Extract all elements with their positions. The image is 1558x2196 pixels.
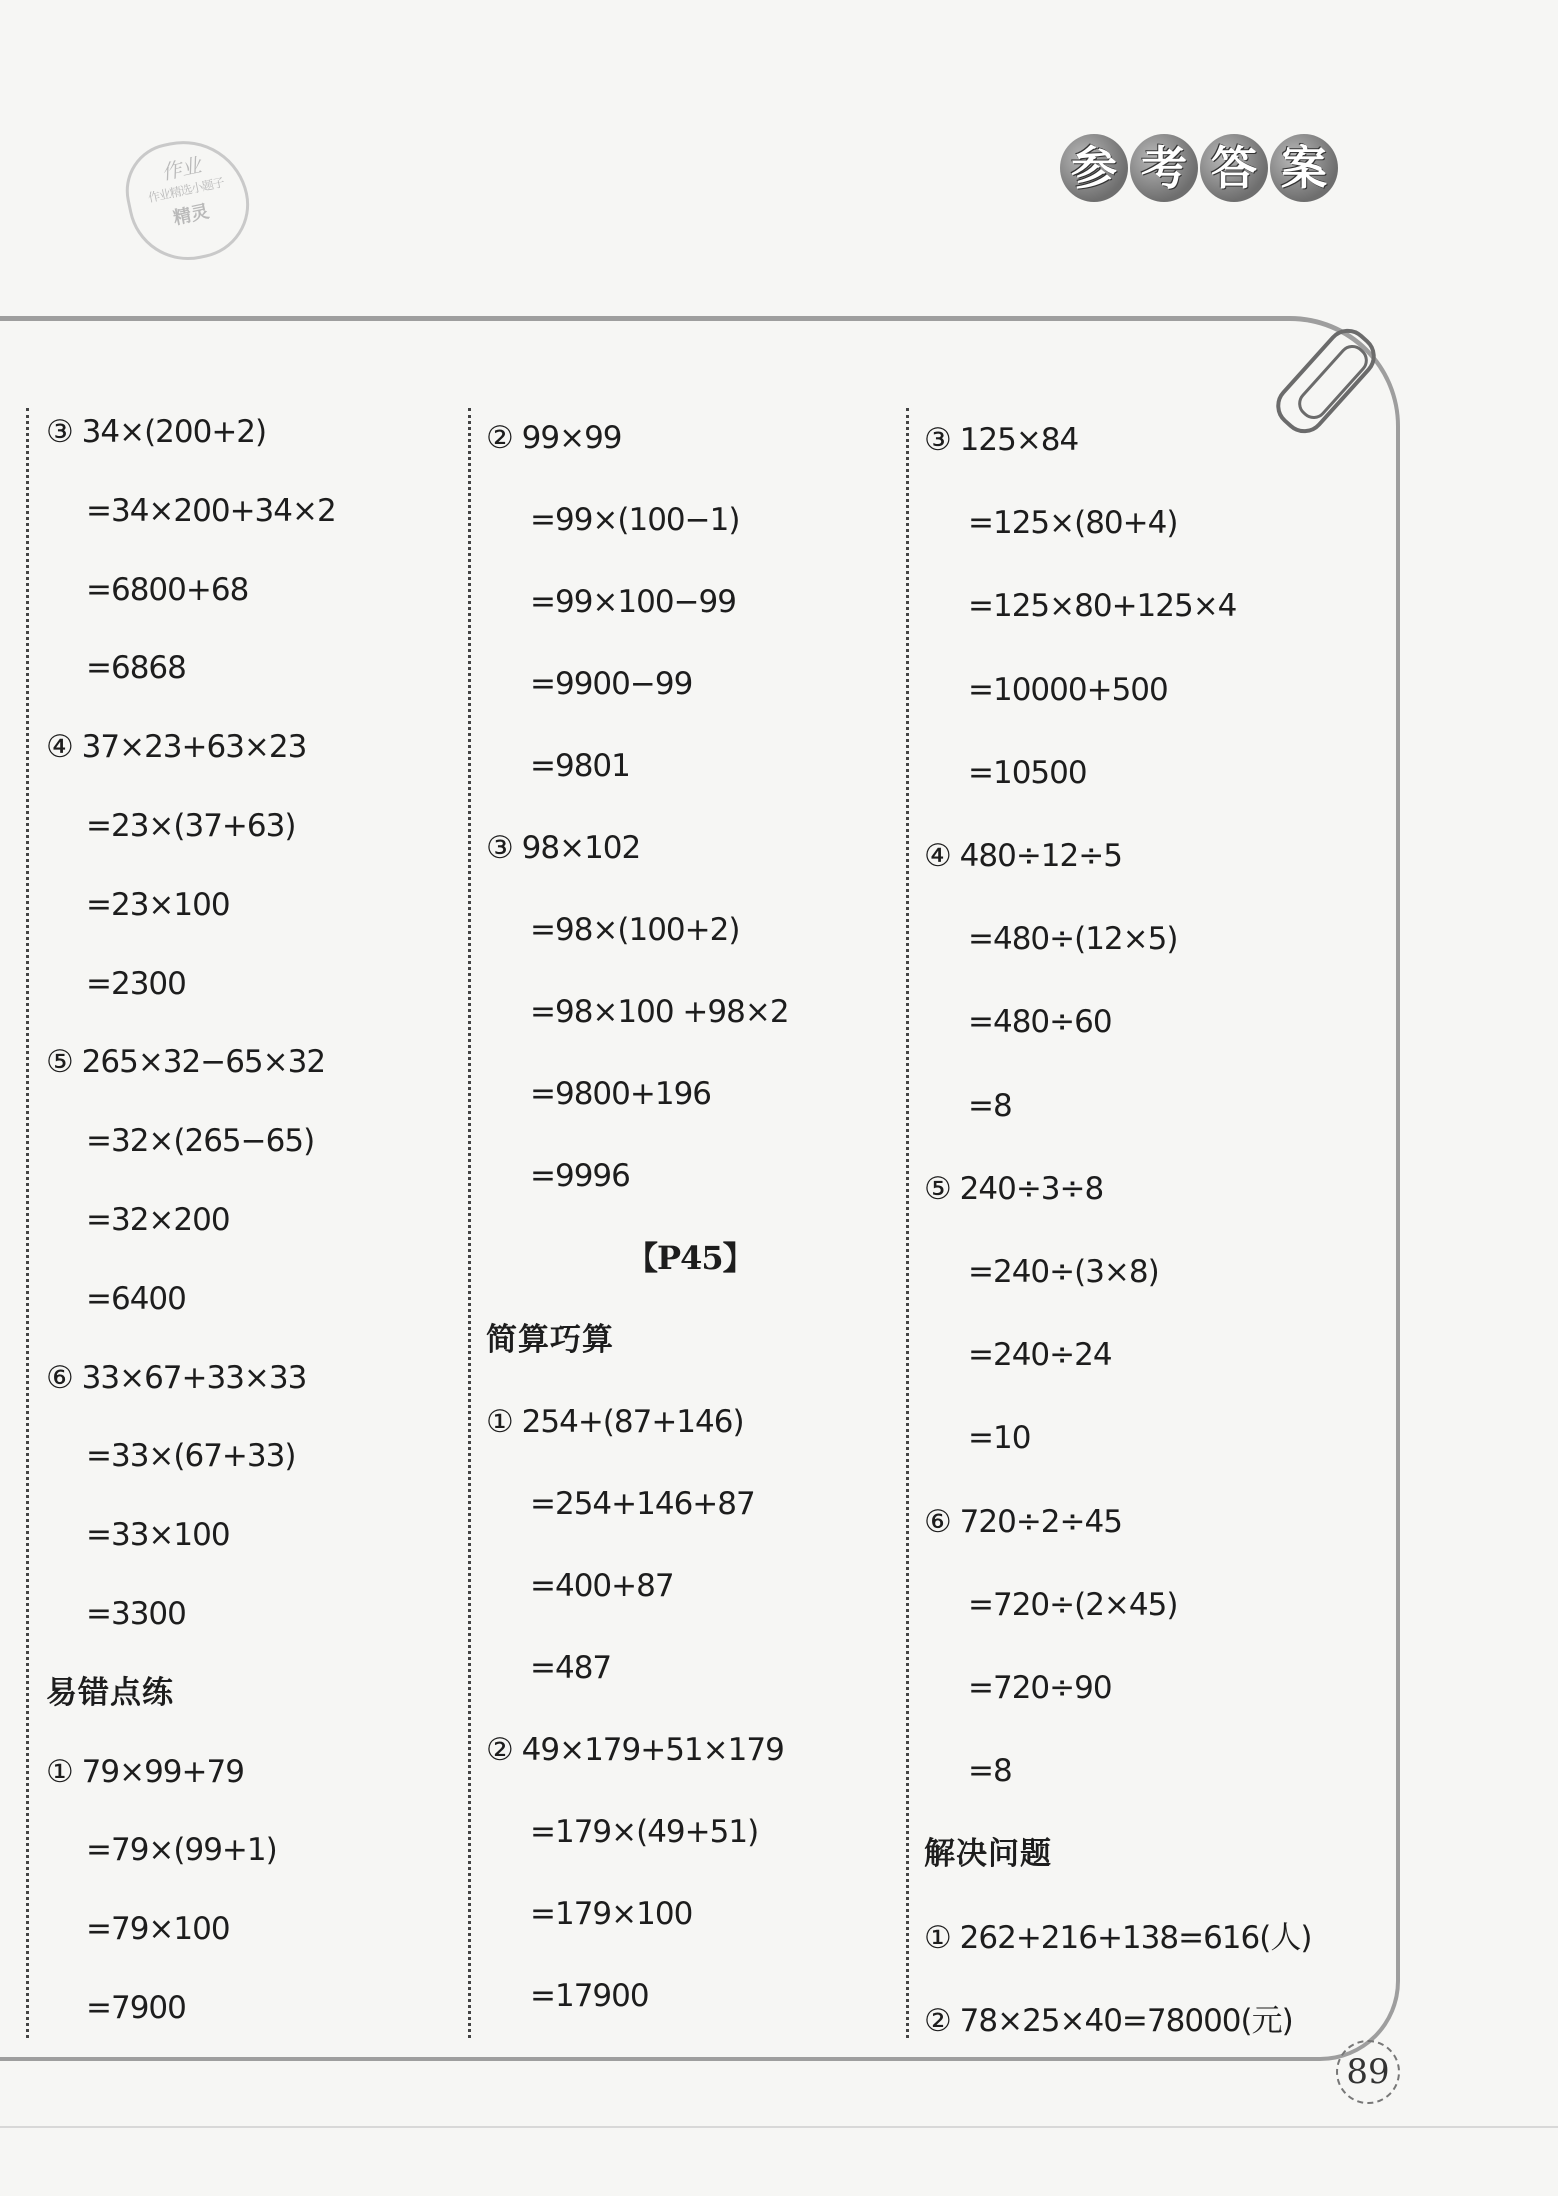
column-divider [906, 408, 909, 2038]
solution-step: =34×200+34×2 [86, 492, 336, 529]
bottom-rule [0, 2126, 1558, 2128]
solution-step: =99×(100−1) [530, 502, 740, 538]
solution-step: =17900 [530, 1978, 649, 2014]
problem-line: ③ 125×84 [924, 422, 1079, 458]
solution-step: =23×(37+63) [86, 808, 296, 844]
solution-step: =9801 [530, 748, 630, 784]
solution-step: =3300 [86, 1596, 186, 1632]
solution-step: =8 [968, 1753, 1012, 1790]
solution-step: =400+87 [530, 1568, 674, 1604]
solution-step: =720÷90 [968, 1670, 1112, 1706]
banner-char: 考 [1130, 134, 1198, 202]
solution-step: =480÷(12×5) [968, 921, 1178, 958]
problem-line: ③ 34×(200+2) [46, 414, 267, 450]
solution-step: =2300 [86, 965, 186, 1002]
solution-step: =10500 [968, 754, 1087, 791]
solution-step: =98×(100+2) [530, 912, 740, 948]
problem-line: ⑤ 240÷3÷8 [924, 1170, 1104, 1207]
column-divider [26, 408, 29, 2038]
problem-line: ① 79×99+79 [46, 1753, 244, 1790]
stamp-line-1: 作业 [159, 152, 204, 185]
solution-step: =480÷60 [968, 1004, 1112, 1041]
solution-step: =125×(80+4) [968, 505, 1178, 542]
solution-step: =33×100 [86, 1517, 230, 1554]
solution-step: =254+146+87 [530, 1486, 755, 1522]
solution-step: =8 [968, 1087, 1012, 1124]
problem-line: ② 49×179+51×179 [486, 1732, 784, 1768]
solution-step: =99×100−99 [530, 584, 736, 620]
solution-step: =6400 [86, 1280, 186, 1317]
banner-char: 案 [1270, 134, 1338, 202]
page-number: 89 [1336, 2040, 1400, 2104]
problem-line: ③ 98×102 [486, 830, 641, 866]
solution-step: =720÷(2×45) [968, 1586, 1178, 1623]
solution-step: =6800+68 [86, 571, 249, 608]
solution-step: =9800+196 [530, 1076, 712, 1112]
solution-step: =240÷(3×8) [968, 1254, 1159, 1290]
problem-line: ⑤ 265×32−65×32 [46, 1044, 326, 1081]
banner-char: 参 [1060, 134, 1128, 202]
solution-step: =23×100 [86, 886, 230, 923]
solution-step: =125×80+125×4 [968, 588, 1237, 625]
solution-step: =179×(49+51) [530, 1814, 759, 1850]
solution-step: =6868 [86, 650, 186, 687]
problem-line: ② 99×99 [486, 420, 622, 456]
problem-line: ② 78×25×40=78000(元) [924, 2002, 1293, 2039]
answer-key-banner [1060, 134, 1338, 202]
solution-step: =33×(67+33) [86, 1438, 296, 1475]
solution-step: =487 [530, 1650, 612, 1686]
banner-char: 答 [1200, 134, 1268, 202]
problem-line: ① 254+(87+146) [486, 1404, 744, 1440]
section-heading: 易错点练 [46, 1674, 174, 1711]
problem-line: ④ 480÷12÷5 [924, 838, 1122, 874]
solution-step: =32×200 [86, 1202, 230, 1238]
stamp-line-2: 作业精选小题子 [146, 175, 226, 206]
solution-step: =10000+500 [968, 671, 1168, 708]
solution-step: =7900 [86, 1990, 186, 2026]
publisher-stamp-logo [117, 129, 259, 271]
section-heading: 简算巧算 [486, 1322, 614, 1358]
solution-step: =98×100 +98×2 [530, 994, 789, 1030]
problem-line: ⑥ 720÷2÷45 [924, 1503, 1122, 1540]
solution-step: =9900−99 [530, 666, 693, 702]
column-divider [468, 408, 471, 2038]
solution-step: =79×(99+1) [86, 1832, 277, 1869]
problem-line: ④ 37×23+63×23 [46, 729, 307, 766]
problem-line: ① 262+216+138=616(人) [924, 1919, 1312, 1956]
solution-step: =9996 [530, 1158, 630, 1194]
stamp-line-3: 精灵 [171, 201, 212, 230]
solution-step: =79×100 [86, 1911, 230, 1948]
solution-step: =10 [968, 1420, 1031, 1457]
solution-step: =32×(265−65) [86, 1123, 315, 1160]
problem-line: ⑥ 33×67+33×33 [46, 1359, 307, 1396]
solution-step: =179×100 [530, 1896, 693, 1932]
page-reference: 【P45】 [626, 1239, 754, 1277]
solution-step: =240÷24 [968, 1337, 1112, 1374]
section-heading: 解决问题 [924, 1836, 1052, 1873]
